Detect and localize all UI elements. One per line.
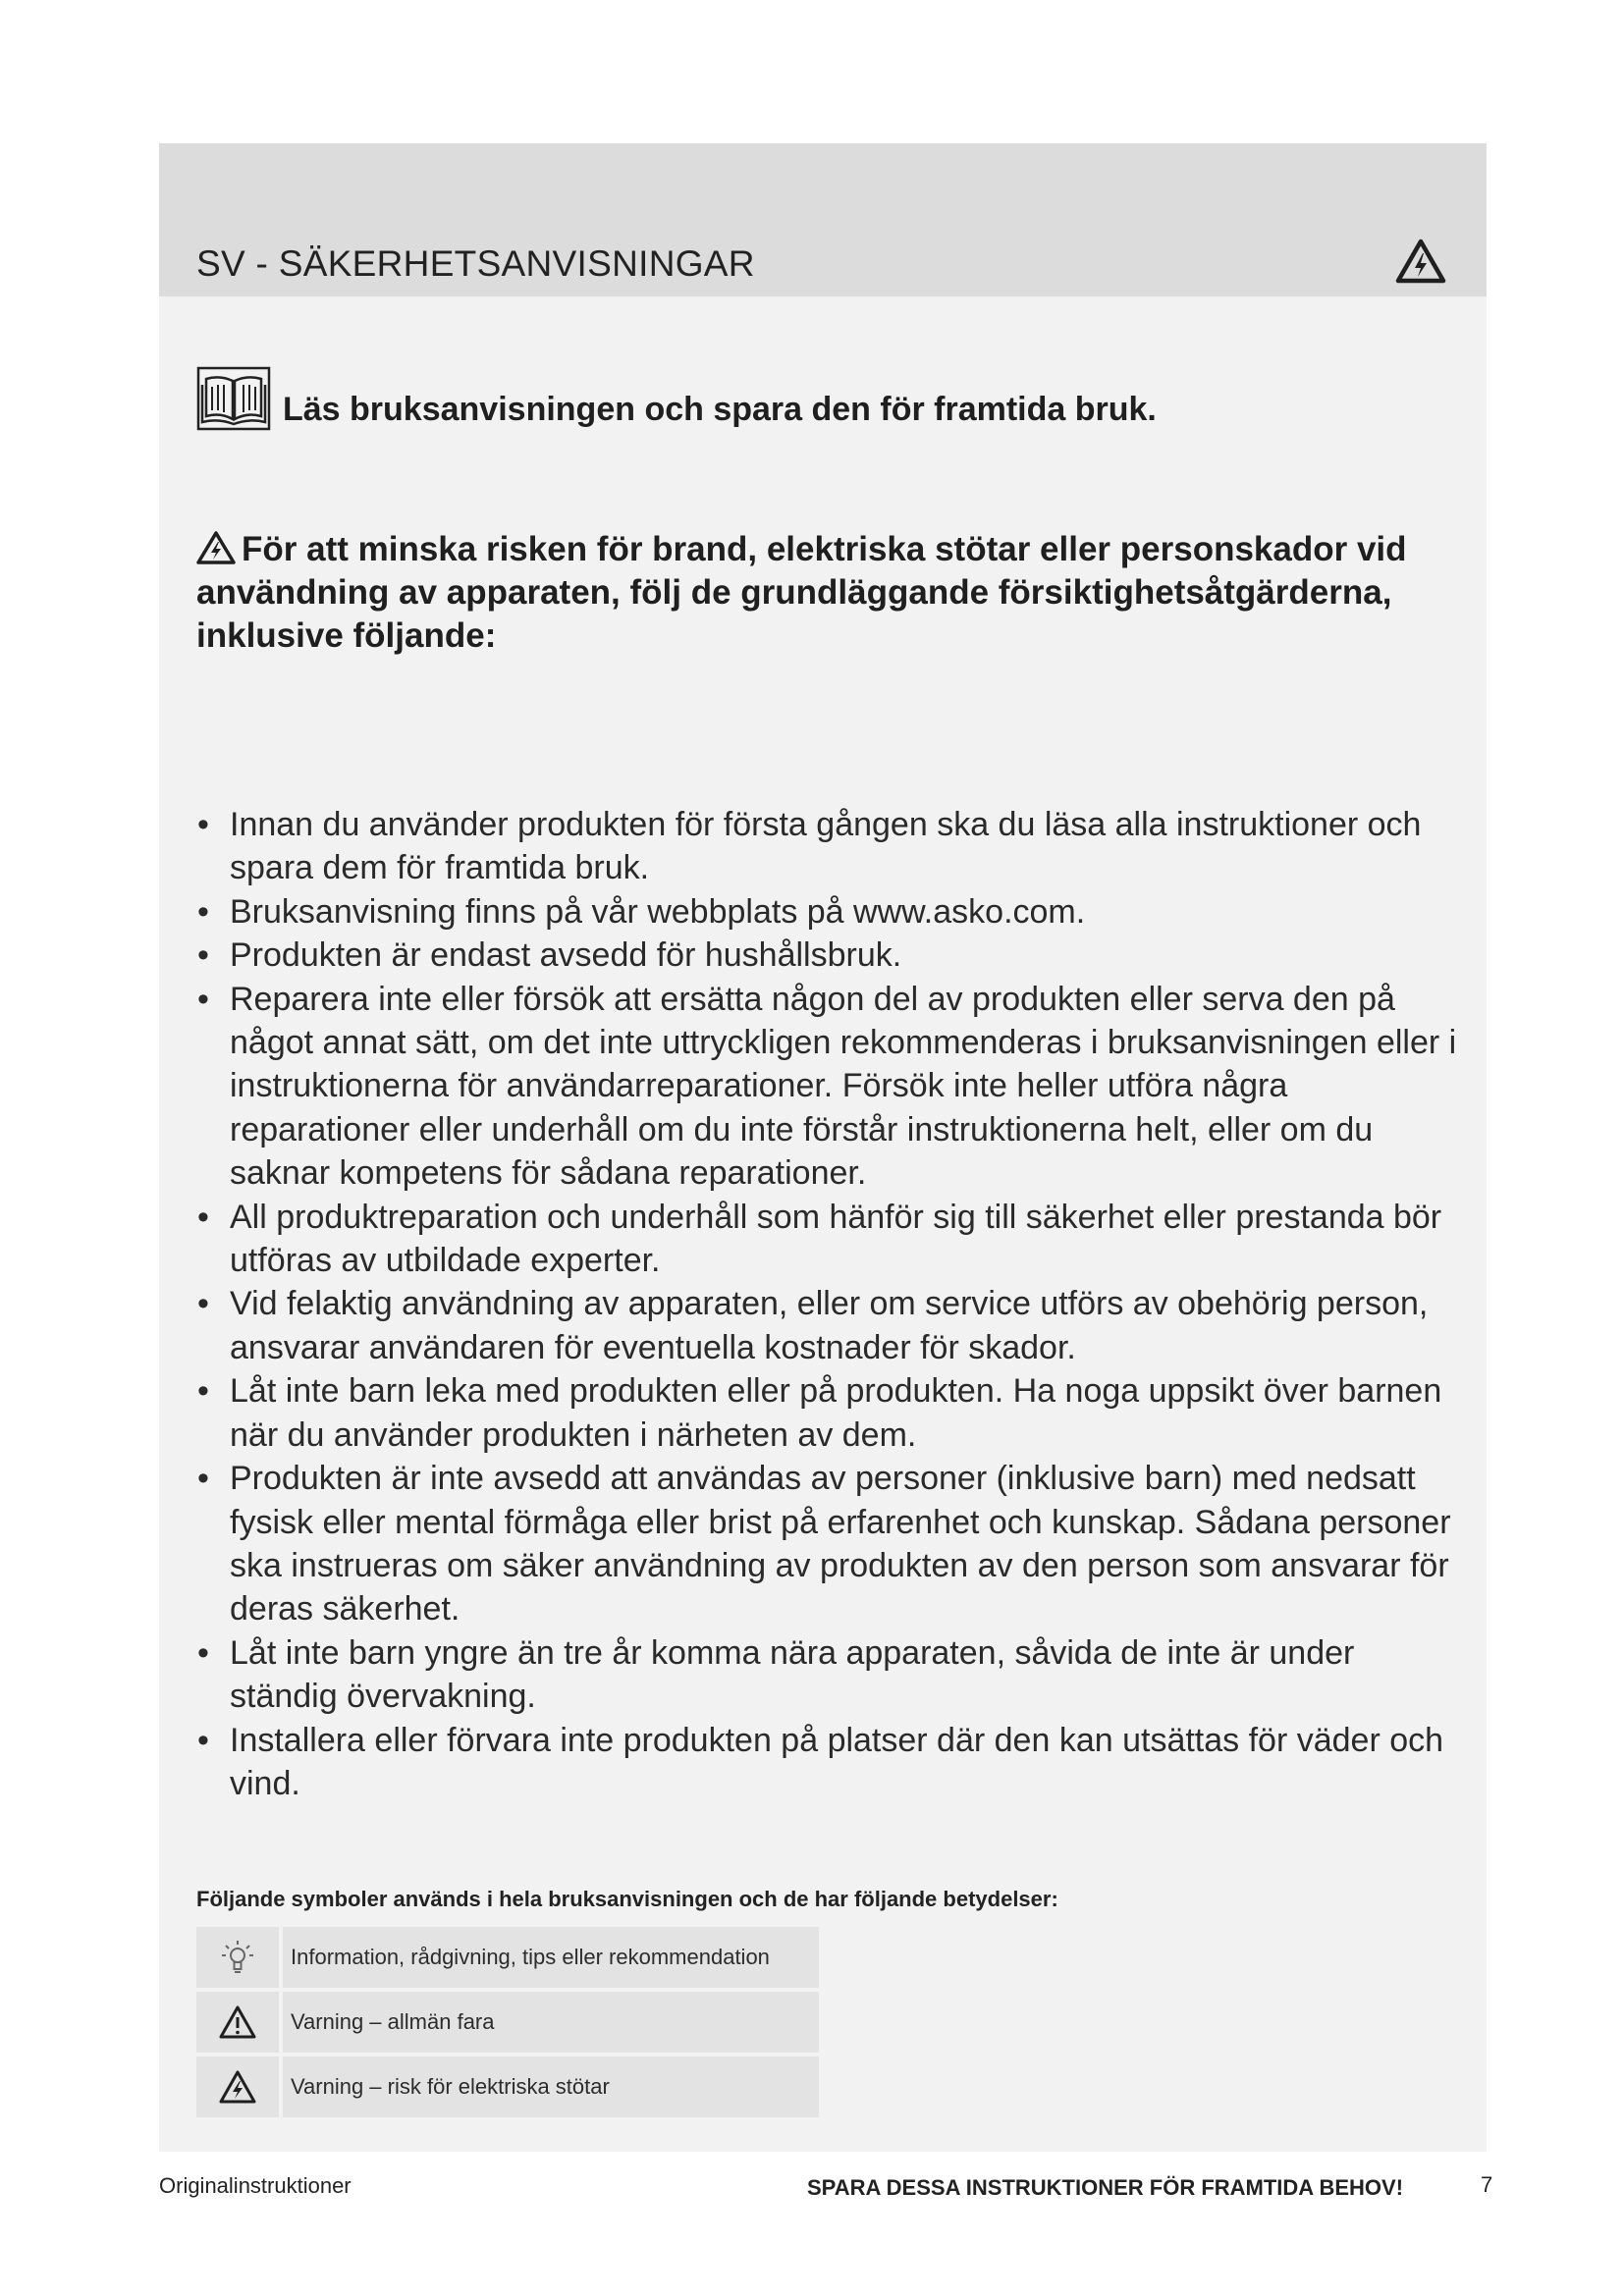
section-title: SV - SÄKERHETSANVISNINGAR [196,243,755,284]
list-item: • Vid felaktig användning av apparaten, eller om service utförs av obehörig person, ansvarar användaren för eventuella kostnader för skador. [196,1282,1463,1369]
symbol-description: Varning – risk för elektriska stötar [283,2056,819,2117]
symbol-description: Varning – allmän fara [283,1992,819,2053]
list-item: • Produkten är inte avsedd att användas av personer (inklusive barn) med nedsatt fysisk eller mental förmåga eller brist på erfarenhet och kunskap. Sådana personer ska instrueras om säker användning av produkten av den person som ansvarar för deras säkerhet. [196,1457,1463,1631]
symbol-icon-cell [196,1992,279,2053]
list-item: • All produktreparation och underhåll som hänför sig till säkerhet eller prestanda bör utföras av utbildade experter. [196,1196,1463,1283]
safety-instructions-list [196,803,1463,1805]
read-manual-notice [196,365,1375,444]
symbols-caption: Följande symboler används i hela bruksanvisningen och de har följande betydelser: [196,1887,1058,1911]
list-item: • Reparera inte eller försök att ersätta någon del av produkten eller serva den på något annat sätt, om det inte uttryckligen rekommenderas i bruksanvisningen eller i instruktionerna för användarreparationer. Försök inte heller utföra några reparationer eller underhåll om du inte förstår instruktionerna helt, eller om du saknar kompetens för sådana reparationer. [196,978,1463,1196]
table-row [196,2056,819,2117]
warning-intro [196,528,1443,658]
list-item: • Innan du använder produkten för första gången ska du läsa alla instruktioner och spara dem för framtida bruk. [196,803,1463,890]
table-row [196,1927,819,1988]
symbols-legend-table [192,1923,823,2121]
warning-electric-icon [1394,238,1447,285]
warning-intro-text: För att minska risken för brand, elektriska stötar eller personskador vid användning av apparaten, följ de grundläggande försiktighetsåtgärderna, inklusive följande: [196,530,1407,655]
table-row [196,1992,819,2053]
lightbulb-icon [220,1939,255,1976]
book-icon [196,365,271,432]
list-item: • Låt inte barn yngre än tre år komma nära apparaten, såvida de inte är under ständig övervakning. [196,1631,1463,1719]
list-item: • Låt inte barn leka med produkten eller på produkten. Ha noga uppsikt över barnen när du använder produkten i närheten av dem. [196,1369,1463,1457]
footer-label: Originalinstruktioner [159,2173,352,2198]
read-manual-text: Läs bruksanvisningen och spara den för framtida bruk. [283,391,1157,428]
warning-electric-icon [196,531,236,564]
list-item: • Bruksanvisning finns på vår webbplats på www.asko.com. [196,890,1463,934]
list-item: • Produkten är endast avsedd för hushållsbruk. [196,934,1463,977]
symbol-icon-cell [196,1927,279,1988]
safety-panel [159,143,1487,2152]
footer-notice: SPARA DESSA INSTRUKTIONER FÖR FRAMTIDA BEHOV! [807,2175,1404,2200]
list-item: • Installera eller förvara inte produkten på platser där den kan utsättas för väder och vind. [196,1719,1463,1806]
warning-icon [219,2005,256,2039]
symbol-description: Information, rådgivning, tips eller rekommendation [283,1927,819,1988]
section-header [159,143,1487,296]
symbol-icon-cell [196,2056,279,2117]
warning-electric-icon [219,2070,256,2104]
page-number: 7 [1481,2172,1493,2197]
